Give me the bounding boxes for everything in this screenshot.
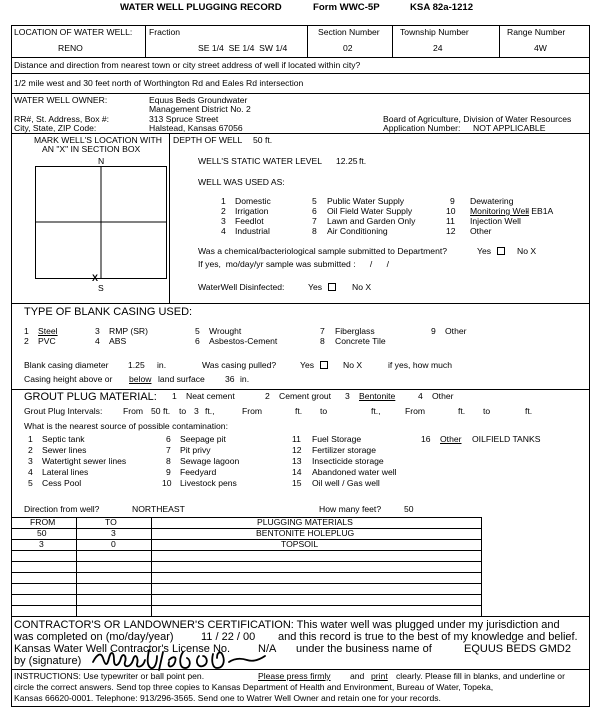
- table-cell-to: 3: [111, 528, 116, 538]
- completion-date: 11 / 22 / 00: [201, 631, 256, 643]
- disinfected-yes-label: Yes: [308, 282, 323, 292]
- use-num: 8: [312, 226, 317, 236]
- map-north: N: [98, 156, 105, 166]
- how-much-label: if yes, how much: [388, 360, 452, 370]
- direction-label: Direction from well?: [24, 504, 100, 514]
- interval-ft: ft.: [295, 406, 303, 416]
- interval-ft: ft.: [458, 406, 466, 416]
- disinfected-yes-checkbox[interactable]: [328, 283, 336, 291]
- range-label: Range Number: [507, 27, 566, 37]
- use-num: 7: [312, 216, 317, 226]
- instructions-print: print: [371, 671, 388, 681]
- contam-num: 4: [28, 467, 33, 477]
- grout-title: GROUT PLUG MATERIAL:: [24, 391, 157, 403]
- feet-label: How many feet?: [319, 504, 382, 514]
- casing-fiberglass: Fiberglass: [335, 326, 375, 336]
- instructions-line-1b: clearly. Please fill in blanks, and underline or: [396, 671, 565, 681]
- casing-other: Other: [445, 326, 467, 336]
- casing-concrete: Concrete Tile: [335, 336, 386, 346]
- use-irrigation: Irrigation: [235, 206, 269, 216]
- height-value: 36: [225, 374, 235, 384]
- table-cell-from: 50: [37, 528, 47, 538]
- static-level-unit: ft.: [359, 156, 367, 166]
- use-injection-well: Injection Well: [470, 216, 521, 226]
- fraction-value: SE 1/4 SE 1/4 SW 1/4: [198, 43, 288, 53]
- casing-num: 6: [195, 336, 200, 346]
- use-num: 1: [221, 196, 226, 206]
- casing-num: 8: [320, 336, 325, 346]
- used-as-label: WELL WAS USED AS:: [198, 177, 285, 187]
- use-num: 9: [450, 196, 455, 206]
- table-cell-to: 0: [111, 539, 116, 549]
- casing-num: 5: [195, 326, 200, 336]
- contam-insecticide-storage: Insecticide storage: [312, 456, 384, 466]
- depth-unit: ft.: [265, 135, 273, 145]
- height-below: below: [129, 374, 152, 384]
- interval-ft: ft.,: [371, 406, 381, 416]
- grout-num: 1: [172, 391, 177, 401]
- contam-watertight-sewer: Watertight sewer lines: [42, 456, 127, 466]
- interval-to-label: to: [320, 406, 328, 416]
- city-label: City, State, ZIP Code:: [14, 123, 97, 133]
- contam-num: 14: [292, 467, 302, 477]
- owner-name-2: Management District No. 2: [149, 104, 251, 114]
- map-south: S: [98, 283, 104, 293]
- contam-num: 12: [292, 445, 302, 455]
- interval-to-value: 3: [194, 406, 199, 416]
- contam-num: 5: [28, 478, 33, 488]
- instructions-and: and: [350, 671, 365, 681]
- casing-title: TYPE OF BLANK CASING USED:: [24, 306, 193, 318]
- use-air-conditioning: Air Conditioning: [327, 226, 388, 236]
- casing-rmp: RMP (SR): [109, 326, 148, 336]
- intervals-label: Grout Plug Intervals:: [24, 406, 103, 416]
- contam-sewage-lagoon: Sewage lagoon: [180, 456, 240, 466]
- interval-ft: ft.: [163, 406, 171, 416]
- contam-feedyard: Feedyard: [180, 467, 217, 477]
- township-label: Township Number: [400, 27, 469, 37]
- contamination-title: What is the nearest source of possible contamination:: [24, 421, 228, 431]
- col-header-to: TO: [105, 517, 117, 527]
- owner-street: 313 Spruce Street: [149, 114, 219, 124]
- certification-line-1: CONTRACTOR'S OR LANDOWNER'S CERTIFICATION: This water well was plugged under my jurisdiction and: [14, 619, 560, 631]
- fraction-label: Fraction: [149, 27, 181, 37]
- contam-num: 1: [28, 434, 33, 444]
- contam-fuel-storage: Fuel Storage: [312, 434, 362, 444]
- signature: [87, 638, 297, 674]
- diameter-label: Blank casing diameter: [24, 360, 109, 370]
- board-label: Board of Agriculture, Division of Water Resources: [383, 114, 572, 124]
- direction-value: NORTHEAST: [132, 504, 185, 514]
- use-oil-field: Oil Field Water Supply: [327, 206, 413, 216]
- signature-label: by (signature): [14, 655, 82, 667]
- depth-value: 50: [253, 135, 263, 145]
- contam-oil-gas-well: Oil well / Gas well: [312, 478, 380, 488]
- use-num: 2: [221, 206, 226, 216]
- contam-num: 7: [166, 445, 171, 455]
- application-value: NOT APPLICABLE: [473, 123, 546, 133]
- casing-num: 7: [320, 326, 325, 336]
- contam-cess-pool: Cess Pool: [42, 478, 82, 488]
- casing-num: 1: [24, 326, 29, 336]
- use-dewatering: Dewatering: [470, 196, 514, 206]
- contam-num: 8: [166, 456, 171, 466]
- pulled-yes-checkbox[interactable]: [320, 361, 328, 369]
- grout-cement-grout: Cement grout: [279, 391, 332, 401]
- instructions-line-3: Kansas 66620-0001. Telephone: 913/296-3565. Send one to Watrer Well Owner and retain one for your records.: [14, 693, 441, 703]
- depth-label: DEPTH OF WELL: [173, 135, 243, 145]
- plugging-record-form: [11, 25, 590, 707]
- contam-num: 3: [28, 456, 33, 466]
- grout-other: Other: [432, 391, 454, 401]
- owner-city: Halstead, Kansas 67056: [149, 123, 243, 133]
- instructions-line-1a: INSTRUCTIONS: Use typewriter or ball point pen.: [14, 671, 205, 681]
- grout-bentonite: Bentonite: [359, 391, 396, 401]
- disinfected-label: WaterWell Disinfected:: [198, 282, 285, 292]
- use-num: 4: [221, 226, 226, 236]
- certification-line-2: and this record is true to the best of my knowledge and belief.: [278, 631, 578, 643]
- instructions-press-firmly: Please press firmly: [258, 671, 331, 681]
- map-label-2: AN "X" IN SECTION BOX: [42, 144, 141, 154]
- casing-num: 4: [95, 336, 100, 346]
- use-public-water: Public Water Supply: [327, 196, 405, 206]
- contam-other: Other: [440, 434, 462, 444]
- license-label: Kansas Water Well Contractor's License No.: [14, 643, 231, 655]
- feet-value: 50: [404, 504, 414, 514]
- township-value: 24: [433, 43, 443, 53]
- range-value: 4W: [534, 43, 547, 53]
- use-monitoring-well: Monitoring Well: [470, 206, 530, 216]
- contam-septic-tank: Septic tank: [42, 434, 85, 444]
- height-land-surface: land surface: [158, 374, 205, 384]
- col-header-materials: PLUGGING MATERIALS: [257, 517, 353, 527]
- use-feedlot: Feedlot: [235, 216, 264, 226]
- use-domestic: Domestic: [235, 196, 271, 206]
- col-header-from: FROM: [30, 517, 56, 527]
- sample-yes-checkbox[interactable]: [497, 247, 505, 255]
- casing-num: 9: [431, 326, 436, 336]
- contam-num: 6: [166, 434, 171, 444]
- section-label: Section Number: [318, 27, 380, 37]
- address-label: RR#, St. Address, Box #:: [14, 114, 110, 124]
- grout-num: 2: [265, 391, 270, 401]
- use-num: 6: [312, 206, 317, 216]
- casing-wrought: Wrought: [209, 326, 242, 336]
- interval-from-label: From: [242, 406, 263, 416]
- contam-num: 16: [421, 434, 431, 444]
- contam-num: 2: [28, 445, 33, 455]
- contam-fertilizer-storage: Fertilizer storage: [312, 445, 376, 455]
- casing-abs: ABS: [109, 336, 127, 346]
- grout-neat-cement: Neat cement: [186, 391, 235, 401]
- contam-lateral-lines: Lateral lines: [42, 467, 89, 477]
- form-title: WATER WELL PLUGGING RECORD: [120, 2, 282, 13]
- location-label: LOCATION OF WATER WELL:: [14, 27, 133, 37]
- interval-to-label: to: [483, 406, 491, 416]
- use-num: 11: [446, 216, 455, 226]
- pulled-no-label: No X: [343, 360, 363, 370]
- interval-ft: ft.: [525, 406, 533, 416]
- interval-ft: ft.,: [205, 406, 215, 416]
- distance-label: Distance and direction from nearest town or city street address of well if located within city?: [14, 60, 361, 70]
- diameter-value: 1.25: [128, 360, 145, 370]
- static-level-label: WELL'S STATIC WATER LEVEL: [198, 156, 323, 166]
- contam-pit-privy: Pit privy: [180, 445, 211, 455]
- height-label: Casing height above or: [24, 374, 113, 384]
- use-num: 10: [446, 206, 456, 216]
- contam-num: 10: [162, 478, 172, 488]
- plugging-table: [12, 517, 482, 616]
- use-num: 12: [446, 226, 456, 236]
- sample-yes-label: Yes: [477, 246, 492, 256]
- contam-num: 11: [292, 434, 301, 444]
- static-level-value: 12.25: [336, 156, 358, 166]
- use-other: Other: [470, 226, 492, 236]
- casing-num: 3: [95, 326, 100, 336]
- monitoring-well-id: - EB1A: [526, 206, 554, 216]
- interval-from-label: From: [123, 406, 144, 416]
- map-label-1: MARK WELL'S LOCATION WITH: [34, 135, 163, 145]
- certification-completed-label: was completed on (mo/day/year): [14, 631, 174, 643]
- casing-pvc: PVC: [38, 336, 56, 346]
- casing-num: 2: [24, 336, 29, 346]
- sample-date-field[interactable]: If yes, mo/day/yr sample was submitted : / /: [198, 259, 390, 269]
- distance-value: 1/2 mile west and 30 feet north of Worthington Rd and Eales Rd intersection: [14, 78, 304, 88]
- contam-num: 15: [292, 478, 302, 488]
- diameter-unit: in.: [157, 360, 167, 370]
- well-location-mark: X: [92, 273, 99, 283]
- instructions-line-2: circle the correct answers. Send top three copies to Kansas Department of Health and Environment, Bureau of Water, Topeka,: [14, 682, 494, 692]
- contam-livestock-pens: Livestock pens: [180, 478, 237, 488]
- contam-num: 9: [166, 467, 171, 477]
- table-cell-material: TOPSOIL: [281, 539, 319, 549]
- table-cell-from: 3: [39, 539, 44, 549]
- contam-other-value: OILFIELD TANKS: [472, 434, 541, 444]
- county-value: RENO: [58, 43, 83, 53]
- sample-question: Was a chemical/bacteriological sample submitted to Department?: [198, 246, 448, 256]
- business-name-value: EQUUS BEDS GMD2: [464, 643, 571, 655]
- pulled-label: Was casing pulled?: [202, 360, 277, 370]
- use-num: 5: [312, 196, 317, 206]
- sample-no-label: No X: [517, 246, 537, 256]
- section-box: [35, 166, 167, 279]
- application-label: Application Number:: [383, 123, 461, 133]
- ksa-reference: KSA 82a-1212: [410, 2, 474, 13]
- owner-name-1: Equus Beds Groundwater: [149, 95, 248, 105]
- owner-label: WATER WELL OWNER:: [14, 95, 108, 105]
- grout-num: 4: [418, 391, 423, 401]
- grout-num: 3: [345, 391, 350, 401]
- interval-from-value: 50: [151, 406, 161, 416]
- interval-from-label: From: [405, 406, 426, 416]
- disinfected-no-label: No X: [352, 282, 372, 292]
- height-unit: in.: [240, 374, 250, 384]
- contam-abandoned-well: Abandoned water well: [312, 467, 397, 477]
- interval-to-label: to: [179, 406, 187, 416]
- contam-seepage-pit: Seepage pit: [180, 434, 226, 444]
- form-number: Form WWC-5P: [313, 2, 380, 13]
- table-cell-material: BENTONITE HOLEPLUG: [256, 528, 355, 538]
- use-lawn-garden: Lawn and Garden Only: [327, 216, 416, 226]
- casing-asbestos: Asbestos-Cement: [209, 336, 278, 346]
- license-value: N/A: [258, 643, 277, 655]
- contam-sewer-lines: Sewer lines: [42, 445, 87, 455]
- use-num: 3: [221, 216, 226, 226]
- section-value: 02: [343, 43, 353, 53]
- pulled-yes-label: Yes: [300, 360, 315, 370]
- business-name-label: under the business name of: [296, 643, 432, 655]
- form-header: [0, 2, 599, 16]
- casing-steel: Steel: [38, 326, 58, 336]
- contam-num: 13: [292, 456, 302, 466]
- use-industrial: Industrial: [235, 226, 270, 236]
